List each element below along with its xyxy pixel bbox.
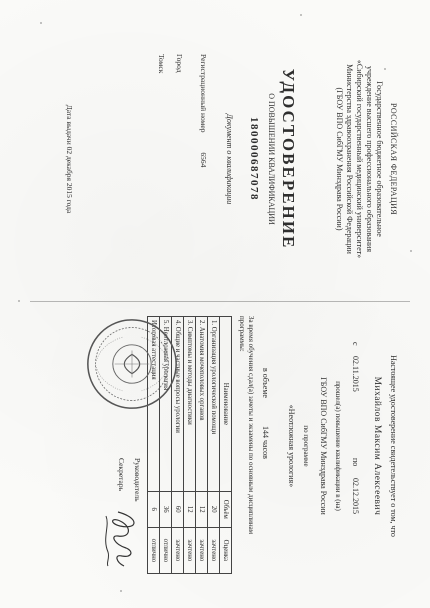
- certificate-left-page: [30, 24, 410, 294]
- exams-note: За время обучения сдал(а) зачеты и экзамены по основным дисциплинам: [247, 316, 255, 535]
- document-title: УДОСТОВЕРЕНИЕ: [279, 68, 298, 250]
- program-label: по программе: [302, 425, 310, 467]
- certificate-number: 180000687078: [248, 117, 260, 201]
- institution-name: ГБОУ ВПО СибГМУ Минздрава России: [319, 377, 328, 515]
- period-to: 02.12.2015: [351, 478, 360, 514]
- table-row: 4. Общие и частные вопросы урологии 60 зачтено: [172, 317, 184, 574]
- city-label: Город: [175, 54, 184, 73]
- registration-number: 6564: [199, 152, 208, 168]
- registration-number-row: Регистрационный номер 6564: [199, 54, 208, 168]
- organization-name: Государственное бюджетное образовательное учреждение высшего профессионального образования «Сибирский государственный медицинский университет» Министерства здравоохранения Российской Федерации (ГБОУ ВПО СибГМУ Минздрава России): [335, 59, 384, 259]
- intro-text: Настоящее удостоверение свидетельствует о том, что: [389, 355, 398, 537]
- holder-name: Михайлов Максим Алексеевич: [372, 376, 382, 516]
- period-from-label: с: [351, 342, 360, 346]
- document-subtitle: О ПОВЫШЕНИИ КВАЛИФИКАЦИИ: [267, 93, 276, 225]
- official-seal-icon: [84, 316, 180, 412]
- table-row: 3. Симптомы и методы диагностики 12 зачтено: [184, 317, 196, 574]
- table-row: 2. Анатомия мочеполовых органов 12 зачтено: [196, 317, 208, 574]
- volume-label: в объеме: [261, 368, 270, 398]
- exams-note-cont: программы:: [238, 316, 246, 352]
- table-header-row: [220, 317, 232, 574]
- certificate: [30, 24, 410, 584]
- country-heading: РОССИЙСКАЯ ФЕДЕРАЦИЯ: [389, 102, 398, 216]
- table-row: 5. Неотложная урология 36 отлично: [160, 317, 172, 574]
- table-row: 1. Организация урологической помощи 20 зачтено: [208, 317, 220, 574]
- column-header-name: Наименование: [220, 317, 232, 492]
- head-label: Руководитель: [133, 458, 142, 502]
- column-header-hours: Объём: [220, 491, 232, 527]
- column-header-grade: Оценка: [220, 527, 232, 573]
- signature-icon: [98, 508, 148, 570]
- period-from: 02.11.2015: [351, 356, 360, 392]
- passed-text: прошел(а) повышение квалификации в (на): [334, 381, 342, 511]
- certificate-right-page: [30, 308, 410, 584]
- qualification-document-label: Документ о квалификации: [225, 113, 234, 205]
- secretary-label: Секретарь: [117, 458, 126, 492]
- volume-hours: 144 часов: [261, 426, 270, 459]
- issue-date: Дата выдачи 02 декабря 2015 года: [65, 104, 74, 214]
- table-row: Итоговая аттестация 6 отлично: [148, 317, 160, 574]
- fold-line: [30, 301, 410, 302]
- program-name: «Неотложная урология»: [287, 404, 296, 488]
- city-value: Томск: [157, 54, 166, 74]
- period-to-label: по: [351, 458, 360, 467]
